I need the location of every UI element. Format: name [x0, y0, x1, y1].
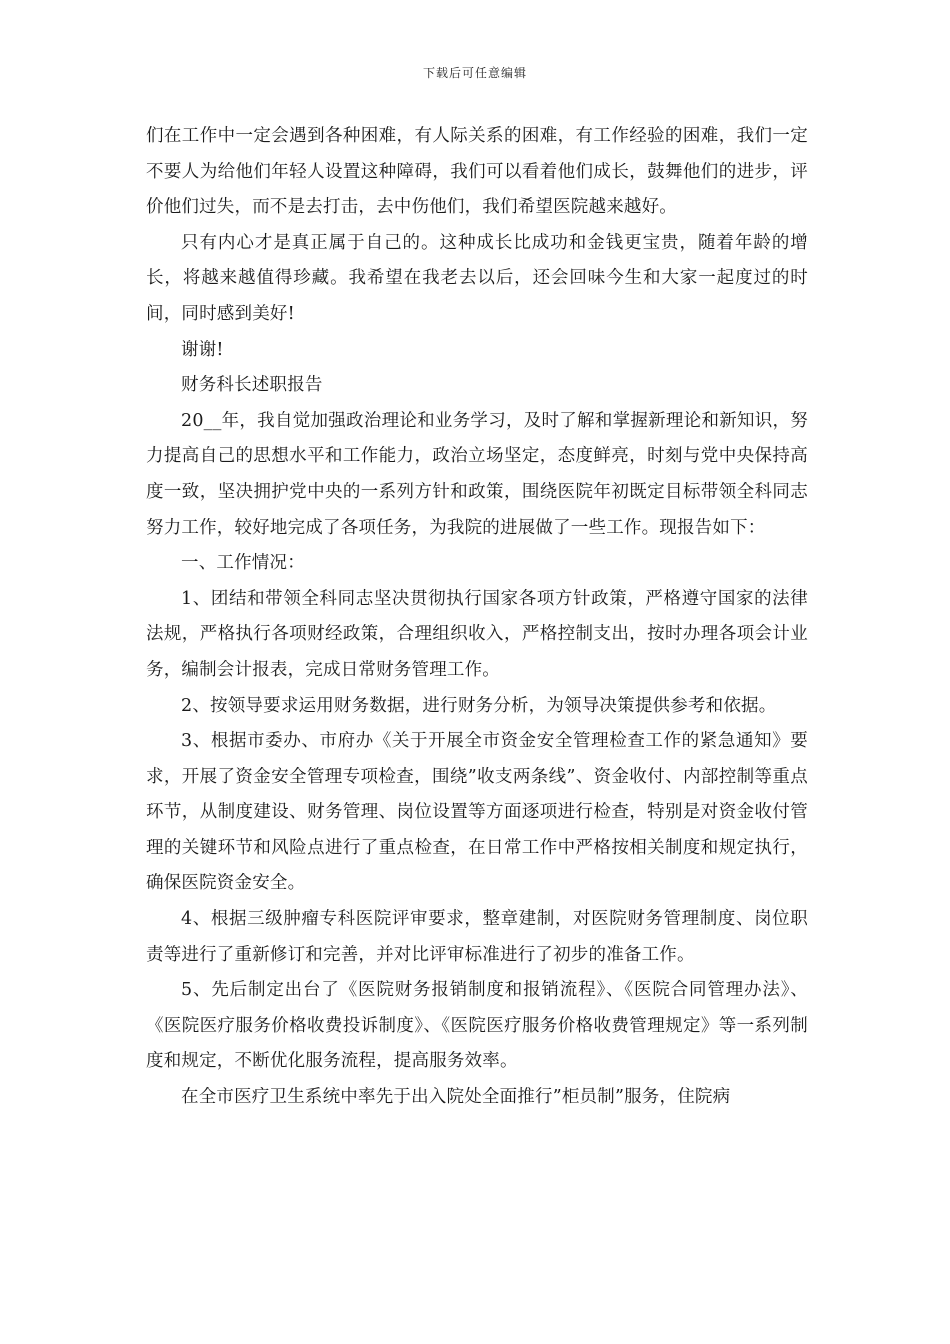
- paragraph: 2、按领导要求运用财务数据，进行财务分析，为领导决策提供参考和依据。: [181, 695, 777, 716]
- paragraph: 只有内心才是真正属于自己的。这种成长比成功和金钱更宝贵，随着年龄的增长，将越来越值得珍藏。我希望在我老去以后，还会回味今生和大家一起度过的时间，同时感到美好!: [146, 232, 808, 324]
- paragraph: 3、根据市委办、市府办《关于开展全市资金安全管理检查工作的紧急通知》要求，开展了资金安全管理专项检查，围绕”收支两条线”、资金收付、内部控制等重点环节，从制度建设、财务管理、岗位设置等方面逐项进行检查，特别是对资金收付管理的关键环节和风险点进行了重点检查，在日常工作中严格按相关制度和规定执行，确保医院资金安全。: [146, 731, 808, 894]
- document-body: [146, 119, 808, 1116]
- paragraph: 们在工作中一定会遇到各种困难，有人际关系的困难，有工作经验的困难，我们一定不要人为给他们年轻人设置这种障碍，我们可以看着他们成长，鼓舞他们的进步，评价他们过失，而不是去打击，去中伤他们，我们希望医院越来越好。: [146, 126, 808, 218]
- paragraph: 5、先后制定出台了《医院财务报销制度和报销流程》、《医院合同管理办法》、《医院医疗服务价格收费投诉制度》、《医院医疗服务价格收费管理规定》等一系列制度和规定，不断优化服务流程，提高服务效率。: [146, 980, 808, 1072]
- paragraph: 1、团结和带领全科同志坚决贯彻执行国家各项方针政策，严格遵守国家的法律法规，严格执行各项财经政策，合理组织收入，严格控制支出，按时办理各项会计业务，编制会计报表，完成日常财务管理工作。: [146, 588, 808, 680]
- paragraph: 4、根据三级肿瘤专科医院评审要求，整章建制，对医院财务管理制度、岗位职责等进行了重新修订和完善，并对比评审标准进行了初步的准备工作。: [146, 909, 808, 965]
- page-header: 下载后可任意编辑: [422, 66, 527, 80]
- section-heading: 一、工作情况：: [181, 553, 305, 574]
- paragraph: 在全市医疗卫生系统中率先于出入院处全面推行”柜员制”服务，住院病: [181, 1087, 731, 1108]
- section-title: 财务科长述职报告: [181, 375, 323, 396]
- paragraph: 20__年，我自觉加强政治理论和业务学习，及时了解和掌握新理论和新知识，努力提高自己的思想水平和工作能力，政治立场坚定，态度鲜亮，时刻与党中央保持高度一致，坚决拥护党中央的一系列方针和政策，围绕医院年初既定目标带领全科同志努力工作，较好地完成了各项任务，为我院的进展做了一些工作。现报告如下：: [146, 410, 808, 538]
- paragraph: 谢谢!: [181, 339, 224, 360]
